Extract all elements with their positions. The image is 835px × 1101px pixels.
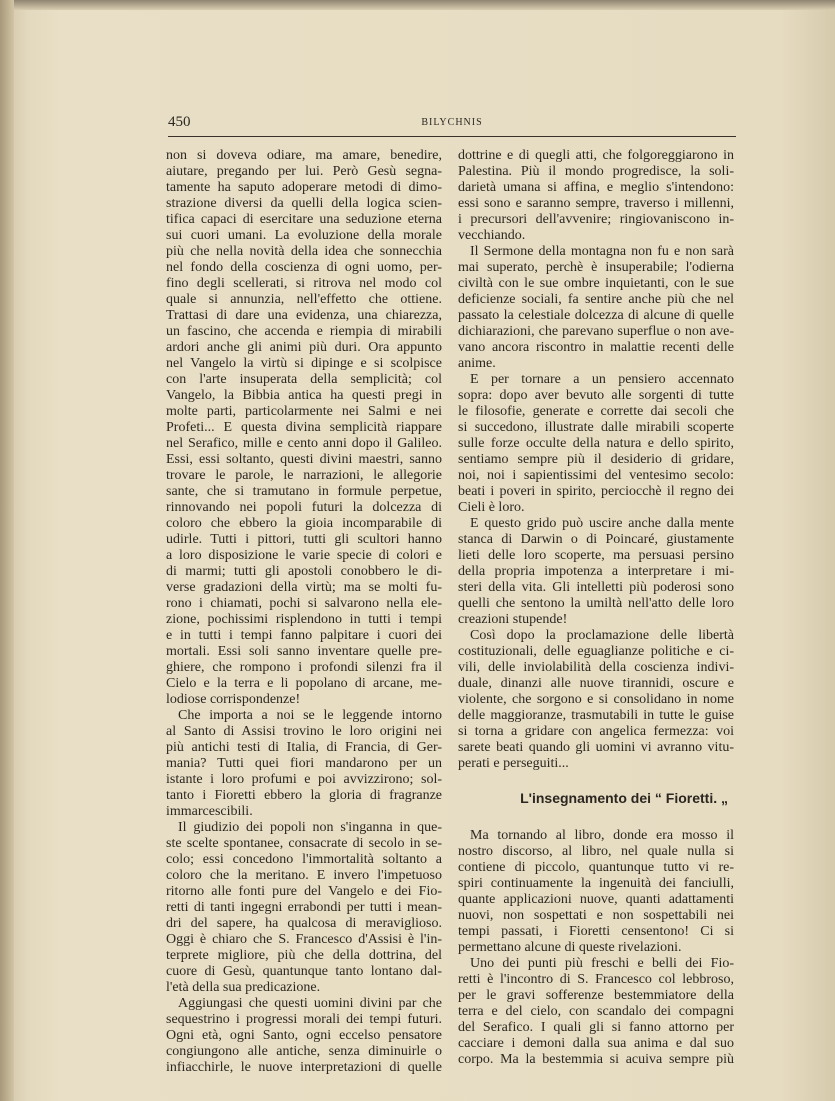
text-line: dri del sapere, ha qualcosa di meraviglioso. <box>166 916 442 931</box>
text-line: beati i poveri in spirito, perciocchè il regno dei <box>458 484 734 499</box>
text-line: cacciare i demoni dalla sua anima e dal suo <box>458 1036 734 1051</box>
text-line: cuore di Gesù, quantunque tanto lontano dal- <box>166 964 442 979</box>
text-line: sentiamo sempre più il desiderio di gridare, <box>458 452 734 467</box>
left-column-text <box>166 148 442 1076</box>
text-line: civiltà con le sue ombre inquietanti, con le sue <box>458 276 734 291</box>
text-line: fino degli scellerati, si ritrova nel modo col <box>166 276 442 291</box>
text-line: un fascino, che accenda e riempia di mirabili <box>166 324 442 339</box>
text-line: istante i loro profumi e poi avvizzirono; sol- <box>166 772 442 787</box>
text-line: immarcescibili. <box>166 804 253 819</box>
text-line: tifica capaci di esercitare una seduzione eterna <box>166 212 442 227</box>
text-line: Cielo e la terra e li popolano di arcane, me- <box>166 676 442 691</box>
text-line: retti è l'incontro di S. Francesco col lebbroso, <box>458 972 734 987</box>
text-line: coloro che la meritano. E invero l'impetuoso <box>166 868 442 883</box>
text-line: tanto i Fioretti ebbero la gloria di fragranze <box>166 788 442 803</box>
text-line: dottrine e di quegli atti, che folgoreggiarono in <box>458 148 734 163</box>
text-line: coloro che ebbero la gioia incomparabile di <box>166 516 442 531</box>
right-column-text-top <box>458 148 734 772</box>
text-line: i precursori dell'avvenire; ringiovaniscono in- <box>458 212 734 227</box>
text-line: le filosofie, generate e corrette dai secoli che <box>458 404 734 419</box>
text-line: strazione diversi da quelli della logica scien- <box>166 196 442 211</box>
text-line: Essi, essi soltanto, questi divini maestri, sanno <box>166 452 442 467</box>
text-line: contiene di piccolo, quantunque tutto vi re- <box>458 860 734 875</box>
text-line: sante, che si tramutano in formule perpetue, <box>166 484 442 499</box>
text-line: essi sono e saranno sempre, traverso i millenni, <box>458 196 734 211</box>
text-line: Ogni età, ogni Santo, ogni eccelso pensatore <box>166 1028 442 1043</box>
text-line: ghiere, che rompono i profondi silenzi fra il <box>166 660 442 675</box>
text-line: E per tornare a un pensiero accennato <box>470 372 734 387</box>
text-line: Uno dei punti più freschi e belli dei Fio- <box>470 956 734 971</box>
text-line: tempi passati, i Fioretti censentono! Ci si <box>458 924 734 939</box>
text-line: ritorno alle fonti pure del Vangelo e dei Fio- <box>166 884 442 899</box>
text-line: per le gravi sofferenze bestemmiatore della <box>458 988 734 1003</box>
text-line: più che nella novità della idea che sonnecchia <box>166 244 442 259</box>
text-line: Oggi è chiaro che S. Francesco d'Assisi è l'in- <box>166 932 442 947</box>
text-line: sulle forze occulte della natura e dello spirito, <box>458 436 734 451</box>
text-line: deficienze sociali, fa sentire anche più che nel <box>458 292 734 307</box>
text-line: l'età della sua predicazione. <box>166 980 321 995</box>
text-line: della propria impotenza a interpretare i mi- <box>458 564 734 579</box>
text-line: nuovi, non sospettati e non sospettabili nei <box>458 908 734 923</box>
text-line: congiungono alle antiche, senza diminuirle o <box>166 1044 442 1059</box>
text-line: corpo. Ma la bestemmia si acuiva sempre più <box>458 1052 734 1067</box>
text-line: mai superato, perchè è insuperabile; l'odierna <box>458 260 734 275</box>
text-line: Aggiungasi che questi uomini divini par che <box>178 996 442 1011</box>
text-line: si succedono, illustrate dalle mirabili scoperte <box>458 420 734 435</box>
text-line: udirle. Tutti i pittori, tutti gli scultori hanno <box>166 532 442 547</box>
text-line: e in tutti i tempi fanno palpitare i cuori dei <box>166 628 442 643</box>
text-line: sopra: dopo aver bevuto alle sorgenti di tutte <box>458 388 734 403</box>
text-line: E questo grido può uscire anche dalla mente <box>470 516 734 531</box>
text-line: Il giudizio dei popoli non s'inganna in que- <box>178 820 442 835</box>
text-line: mania? Tutti quei fiori mandarono per un <box>166 756 442 771</box>
text-line: Trattasi di dare una evidenza, una chiarezza, <box>166 308 442 323</box>
text-line: dichiarazioni, che parevano superflue o non ave- <box>458 324 734 339</box>
text-line: sarete beati quando gli uomini vi avranno vitu- <box>458 740 734 755</box>
text-line: colo; essi concedono l'immortalità soltanto a <box>166 852 442 867</box>
text-line: Così dopo la proclamazione delle libertà <box>470 628 734 643</box>
page-binding-edge <box>0 0 14 1101</box>
text-line: Palestina. Più il mondo progredisce, la soli- <box>458 164 734 179</box>
right-column-text-bottom <box>458 828 734 1068</box>
text-line: spiri continuamente la ingenuità dei fanciulli, <box>458 876 734 891</box>
text-line: ardori anche gli animi più duri. Ora appunto <box>166 340 442 355</box>
text-line: nel fondo della coscienza di ogni uomo, per- <box>166 260 442 275</box>
text-line: infiacchirle, le nuove interpretazioni di quelle <box>166 1060 442 1075</box>
text-line: perati e perseguiti... <box>458 756 569 771</box>
text-line: vecchiando. <box>458 228 526 243</box>
text-line: anime. <box>458 356 496 371</box>
text-line: con l'arte insuperata della semplicità; col <box>166 372 442 387</box>
text-line: rinnovando nei popoli futuri la dolcezza di <box>166 500 442 515</box>
text-line: molte parti, particolarmente nei Salmi e nei <box>166 404 442 419</box>
text-line: retti di tanti ingegni errabondi per tutti i mean- <box>166 900 442 915</box>
text-line: vili, delle inviolabilità della coscienza indivi- <box>458 660 734 675</box>
page-top-edge <box>0 0 835 10</box>
text-line: più antichi testi di Italia, di Francia, di Ger- <box>166 740 442 755</box>
text-line: vano ancora riscontro in malattie recenti delle <box>458 340 734 355</box>
text-line: permettano alcune di queste rivelazioni. <box>458 940 682 955</box>
text-line: Ma tornando al libro, donde era mosso il <box>470 828 734 843</box>
right-column <box>458 148 734 1068</box>
text-line: passato la celestiale dolcezza di alcune di quelle <box>458 308 734 323</box>
page-number: 450 <box>168 114 191 130</box>
text-line: darietà umana si affina, e meglio s'intendono: <box>458 180 734 195</box>
text-line: costituzionali, delle eguaglianze politiche e ci- <box>458 644 734 659</box>
text-line: rono i chiamati, pochi si salvarono nella ele- <box>166 596 442 611</box>
text-line: Cieli è loro. <box>458 500 525 515</box>
text-line: di marmi; tutti gli apostoli conobbero le di- <box>166 564 442 579</box>
text-line: quale si annunzia, nell'effetto che ottiene. <box>166 292 442 307</box>
text-line: sui cuori umani. La evoluzione della morale <box>166 228 442 243</box>
text-line: noi, noi i sapientissimi del ventesimo secolo: <box>458 468 734 483</box>
text-line: trovare le parole, le narrazioni, le allegorie <box>166 468 442 483</box>
text-line: violente, che sorgono e si consolidano in nome <box>458 692 734 707</box>
text-line: duale, dinanzi alle nuove tirannidi, oscure e <box>458 676 734 691</box>
section-heading: L'insegnamento dei “ Fioretti. „ <box>520 790 728 806</box>
left-column <box>166 148 442 1076</box>
text-line: del Serafico. I quali gli si fanno attorno per <box>458 1020 734 1035</box>
text-line: lieti delle loro scoperte, ma persuasi persino <box>458 548 734 563</box>
text-line: si torna a gridare con angelica fermezza: voi <box>458 724 734 739</box>
text-line: lodiose corrispondenze! <box>166 692 301 707</box>
text-line: nostro discorso, al libro, nel quale nulla si <box>458 844 734 859</box>
text-line: ste scelte spontanee, consacrate di secolo in se- <box>166 836 442 851</box>
text-line: delle maggioranze, trasmutabili in tutte le guise <box>458 708 734 723</box>
text-line: Il Sermone della montagna non fu e non sarà <box>470 244 734 259</box>
text-line: steri della vita. Gli intelletti più poderosi sono <box>458 580 734 595</box>
text-line: terra e del cielo, con scandalo dei compagni <box>458 1004 734 1019</box>
text-line: quante applicazioni nuove, quanti adattamenti <box>458 892 734 907</box>
text-line: nel Serafico, mille e cento anni dopo il Galileo. <box>166 436 442 451</box>
text-line: verse gradazioni della virtù; ma se molti fu- <box>166 580 442 595</box>
text-line: quelli che sentono la umiltà nell'atto delle loro <box>458 596 734 611</box>
text-line: stanca di Darwin o di Poincaré, giustamente <box>458 532 734 547</box>
text-line: tamente ha saputo adoperare metodi di dimo- <box>166 180 442 195</box>
text-line: Profeti... E questa divina semplicità riappare <box>166 420 442 435</box>
text-line: sequestrino i progressi morali dei tempi futuri. <box>166 1012 442 1027</box>
text-line: Che importa a noi se le leggende intorno <box>178 708 442 723</box>
page-header <box>168 112 736 137</box>
text-line: mortali. Essi soli sanno inventare quelle pre- <box>166 644 442 659</box>
text-line: al Santo di Assisi trovino le loro origini nei <box>166 724 442 739</box>
text-line: aiutare, pregando per lui. Però Gesù segna- <box>166 164 442 179</box>
text-line: zione, pochissimi risplendono in tutti i tempi <box>166 612 442 627</box>
text-line: a loro disposizione le varie specie di colori e <box>166 548 442 563</box>
text-line: terprete migliore, più che della dottrina, del <box>166 948 442 963</box>
text-line: non si doveva odiare, ma amare, benedire, <box>166 148 442 163</box>
text-line: creazioni stupende! <box>458 612 568 627</box>
text-line: nel Vangelo la virtù si dipinge e si scolpisce <box>166 356 442 371</box>
running-title: BILYCHNIS <box>421 117 483 128</box>
text-line: Vangelo, la Bibbia antica ha questi pregi in <box>166 388 442 403</box>
